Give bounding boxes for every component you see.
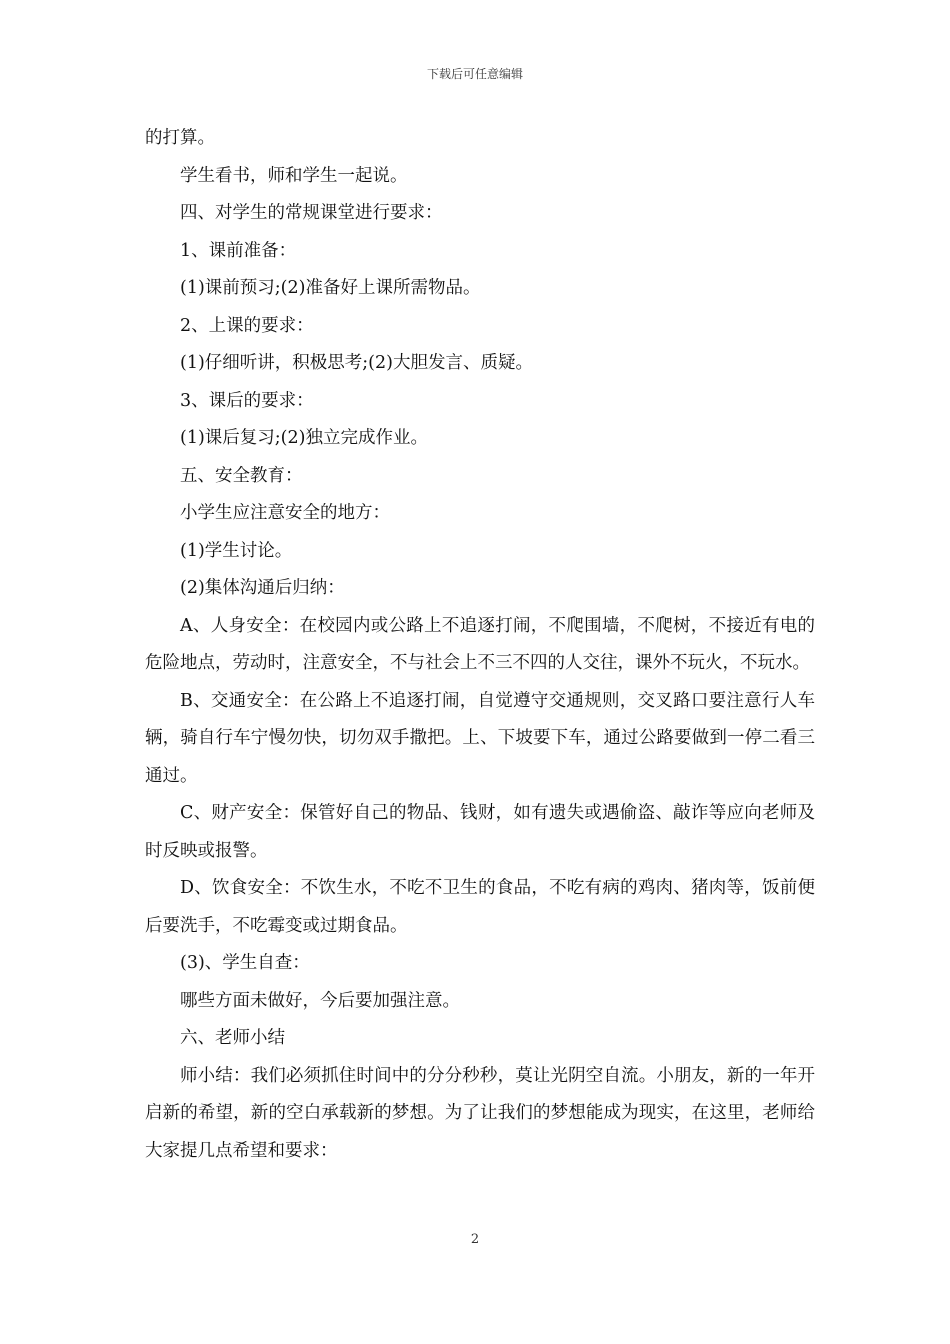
subsection-heading: 2、上课的要求：	[180, 315, 314, 336]
page-header: 下载后可任意编辑	[426, 67, 523, 81]
paragraph: (1)学生讨论。	[180, 540, 293, 561]
paragraph: (1)课前预习;(2)准备好上课所需物品。	[180, 278, 481, 298]
subsection-heading: 1、课前准备：	[180, 240, 297, 261]
paragraph: (1)课后复习;(2)独立完成作业。	[180, 428, 428, 448]
paragraph: (1)仔细听讲，积极思考;(2)大胆发言、质疑。	[180, 353, 533, 373]
paragraph: 学生看书，师和学生一起说。	[180, 165, 408, 186]
paragraph: 哪些方面未做好，今后要加强注意。	[180, 990, 460, 1011]
paragraph: C、财产安全：保管好自己的物品、钱财，如有遗失或遇偷盗、敲诈等应向老师及时反映或报警。	[145, 803, 815, 861]
paragraph: 小学生应注意安全的地方：	[180, 503, 390, 523]
section-heading: 四、对学生的常规课堂进行要求：	[180, 203, 443, 223]
paragraph: 师小结：我们必须抓住时间中的分分秒秒，莫让光阴空自流。小朋友，新的一年开启新的希望，新的空白承载新的梦想。为了让我们的梦想能成为现实，在这里，老师给大家提几点希望和要求：	[145, 1065, 815, 1161]
subsection-heading: 3、课后的要求：	[180, 390, 314, 411]
paragraph: (2)集体沟通后归纳：	[180, 578, 345, 598]
paragraph: 的打算。	[145, 128, 215, 148]
paragraph: A、人身安全：在校园内或公路上不追逐打闹，不爬围墙，不爬树，不接近有电的危险地点，劳动时，注意安全，不与社会上不三不四的人交往，课外不玩火，不玩水。	[145, 615, 815, 673]
page-number: 2	[470, 1232, 480, 1247]
paragraph: B、交通安全：在公路上不追逐打闹，自觉遵守交通规则，交叉路口要注意行人车辆，骑自行车宁慢勿快，切勿双手撒把。上、下坡要下车，通过公路要做到一停二看三通过。	[145, 690, 815, 786]
paragraph: D、饮食安全：不饮生水，不吃不卫生的食品，不吃有病的鸡肉、猪肉等，饭前便后要洗手，不吃霉变或过期食品。	[145, 878, 815, 936]
section-heading: 六、老师小结	[180, 1028, 285, 1048]
section-heading: 五、安全教育：	[180, 465, 303, 486]
paragraph: (3)、学生自查：	[180, 953, 310, 973]
document-body	[145, 120, 815, 1170]
